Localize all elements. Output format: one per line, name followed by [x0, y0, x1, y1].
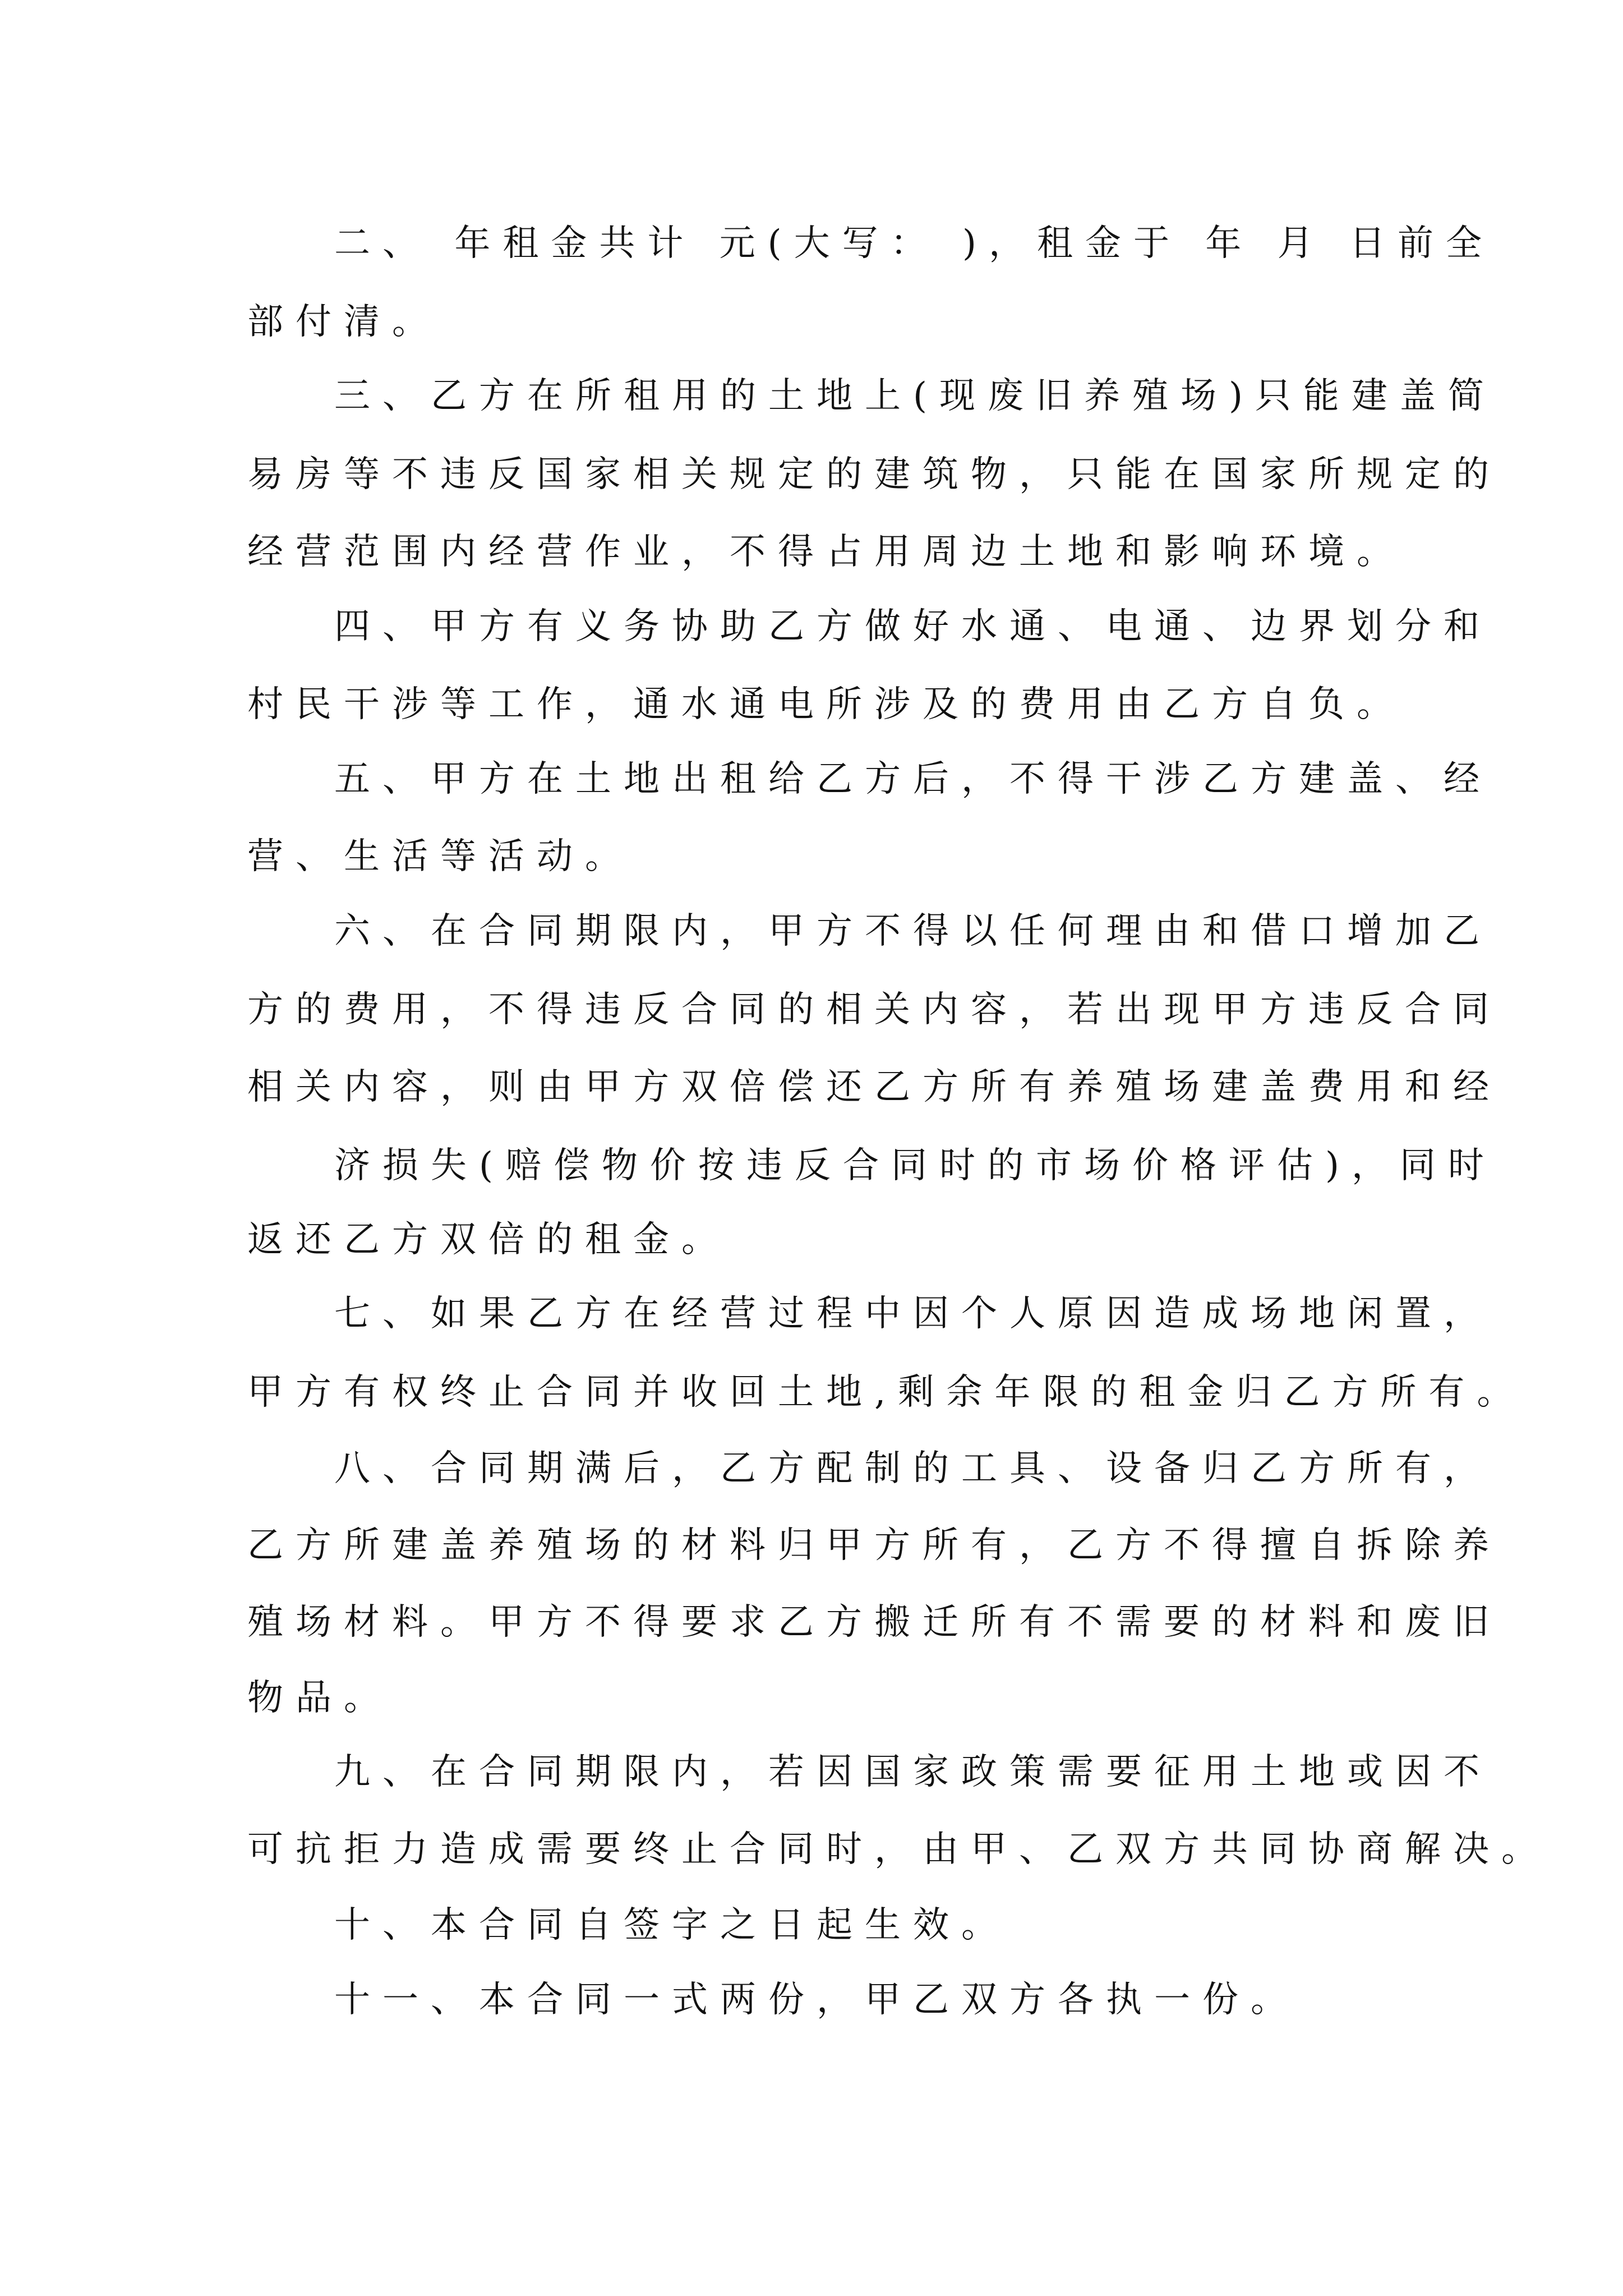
clause-3-line-1: 三、乙方在所租用的土地上(现废旧养殖场)只能建盖简: [334, 375, 1496, 417]
clause-4-line-1: 四、甲方有义务协助乙方做好水通、电通、边界划分和: [334, 606, 1492, 647]
clause-2-line-2: 部付清。: [247, 301, 440, 343]
clause-8-line-1: 八、合同期满后，乙方配制的工具、设备归乙方所有，: [334, 1448, 1492, 1489]
clause-3-line-3: 经营范围内经营作业，不得占用周边土地和影响环境。: [247, 531, 1405, 573]
clause-7-line-2: 甲方有权终止合同并收回土地,剩余年限的租金归乙方所有。: [247, 1372, 1525, 1413]
clause-8-line-3: 殖场材料。甲方不得要求乙方搬迁所有不需要的材料和废旧: [247, 1602, 1501, 1643]
clause-5-line-1: 五、甲方在土地出租给乙方后，不得干涉乙方建盖、经: [334, 758, 1492, 800]
clause-9-line-1: 九、在合同期限内，若因国家政策需要征用土地或因不: [334, 1751, 1492, 1793]
clause-8-line-4: 物品。: [247, 1677, 392, 1719]
clause-8-line-2: 乙方所建盖养殖场的材料归甲方所有，乙方不得擅自拆除养: [247, 1525, 1501, 1566]
clause-5-line-2: 营、生活等活动。: [247, 836, 633, 877]
clause-9-line-2: 可抗拒力造成需要终止合同时，由甲、乙双方共同协商解决。: [247, 1829, 1550, 1870]
clause-2-line-1: 二、 年租金共计 元(大写： )，租金于 年 月 日前全: [334, 223, 1494, 264]
clause-7-line-1: 七、如果乙方在经营过程中因个人原因造成场地闲置，: [334, 1293, 1492, 1335]
clause-11-line-1: 十一、本合同一式两份，甲乙双方各执一份。: [334, 1979, 1299, 2021]
clause-6-line-4: 济损失(赔偿物价按违反合同时的市场价格评估)，同时: [334, 1145, 1496, 1186]
clause-6-line-3: 相关内容，则由甲方双倍偿还乙方所有养殖场建盖费用和经: [247, 1066, 1501, 1108]
clause-10-line-1: 十、本合同自签字之日起生效。: [334, 1904, 1009, 1946]
clause-6-line-2: 方的费用，不得违反合同的相关内容，若出现甲方违反合同: [247, 989, 1501, 1030]
clause-6-line-1: 六、在合同期限内，甲方不得以任何理由和借口增加乙: [334, 910, 1492, 952]
clause-3-line-2: 易房等不违反国家相关规定的建筑物，只能在国家所规定的: [247, 454, 1501, 495]
clause-4-line-2: 村民干涉等工作，通水通电所涉及的费用由乙方自负。: [247, 684, 1405, 725]
clause-6-line-5: 返还乙方双倍的租金。: [247, 1219, 730, 1260]
